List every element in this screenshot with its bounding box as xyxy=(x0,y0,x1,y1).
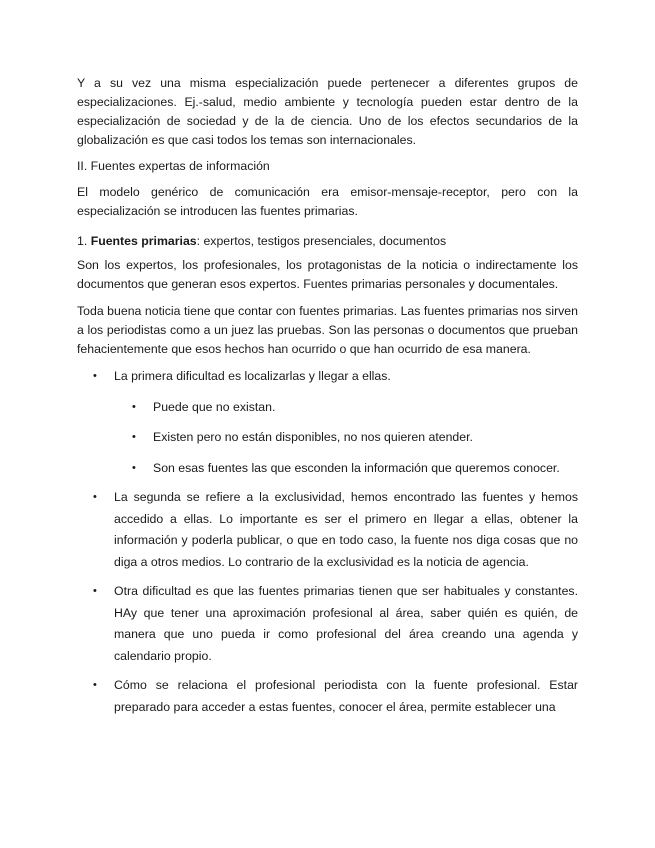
difficulties-list xyxy=(77,366,578,718)
sub-list xyxy=(114,397,578,480)
list-item-text: La primera dificultad es localizarlas y llegar a ellas. xyxy=(114,369,391,383)
section-title-bold: Fuentes primarias xyxy=(90,234,197,248)
bullet-icon: • xyxy=(93,585,97,597)
bullet-icon: • xyxy=(132,400,136,413)
intro-paragraph: Y a su vez una misma especialización puede pertenecer a diferentes grupos de especializaciones. Ej.-salud, medio ambiente y tecnología pueden estar dentro de la especialización de sociedad y de la de ciencia. Uno de los efectos secundarios de la globalización es que casi todos los temas son internacionales. xyxy=(77,76,578,147)
bullet-icon: • xyxy=(93,491,97,503)
sub-list-item xyxy=(114,427,578,449)
list-item-text: Cómo se relaciona el profesional periodista con la fuente profesional. Estar preparado para acceder a estas fuentes, conocer el área, permite establecer una xyxy=(114,678,578,714)
bullet-icon: • xyxy=(93,370,97,382)
document-page xyxy=(77,74,578,718)
sub-list-item-text: Son esas fuentes las que esconden la información que queremos conocer. xyxy=(153,460,560,475)
sub-list-item xyxy=(114,397,578,419)
bullet-icon: • xyxy=(132,461,136,474)
list-item xyxy=(77,366,578,479)
sub-list-item xyxy=(114,458,578,480)
list-item-text: La segunda se refiere a la exclusividad, hemos encontrado las fuentes y hemos accedido a ellas. Lo importante es ser el primero en llegar a ellas, obtener la información y poderla publicar, o que en todo caso, la fuente nos diga cosas que no diga a otros medios. Lo contrario de la exclusividad es la noticia de agencia. xyxy=(114,490,578,569)
list-item xyxy=(77,675,578,718)
bullet-icon: • xyxy=(93,679,97,691)
list-item-text: Otra dificultad es que las fuentes primarias tienen que ser habituales y constantes. HAy que tener una aproximación profesional al área, saber quién es quién, de manera que uno pueda ir como profesional del área creando una agenda y calendario propio. xyxy=(114,584,578,663)
sub-list-item-text: Puede que no existan. xyxy=(153,399,276,414)
sub-list-item-text: Existen pero no están disponibles, no nos quieren atender. xyxy=(153,430,473,444)
good-news-paragraph: Toda buena noticia tiene que contar con fuentes primarias. Las fuentes primarias nos sirven a los periodistas como a un juez las pruebas. Son las personas o documentos que prueban fehacientemente que esos hechos han ocurrido o que han ocurrido de esa manera. xyxy=(77,304,578,356)
section-subtitle: : expertos, testigos presenciales, documentos xyxy=(196,234,447,248)
section-heading-primary-sources xyxy=(77,232,578,251)
communication-model-paragraph: El modelo genérico de comunicación era emisor-mensaje-receptor, pero con la especialización se introducen las fuentes primarias. xyxy=(77,185,578,218)
experts-paragraph: Son los expertos, los profesionales, los protagonistas de la noticia o indirectamente los documentos que generan esos expertos. Fuentes primarias personales y documentales. xyxy=(77,258,578,291)
bullet-icon: • xyxy=(132,431,136,443)
section-number: 1. xyxy=(77,234,91,248)
section-heading-ii: II. Fuentes expertas de información xyxy=(77,159,270,173)
list-item xyxy=(77,487,578,573)
list-item xyxy=(77,581,578,667)
